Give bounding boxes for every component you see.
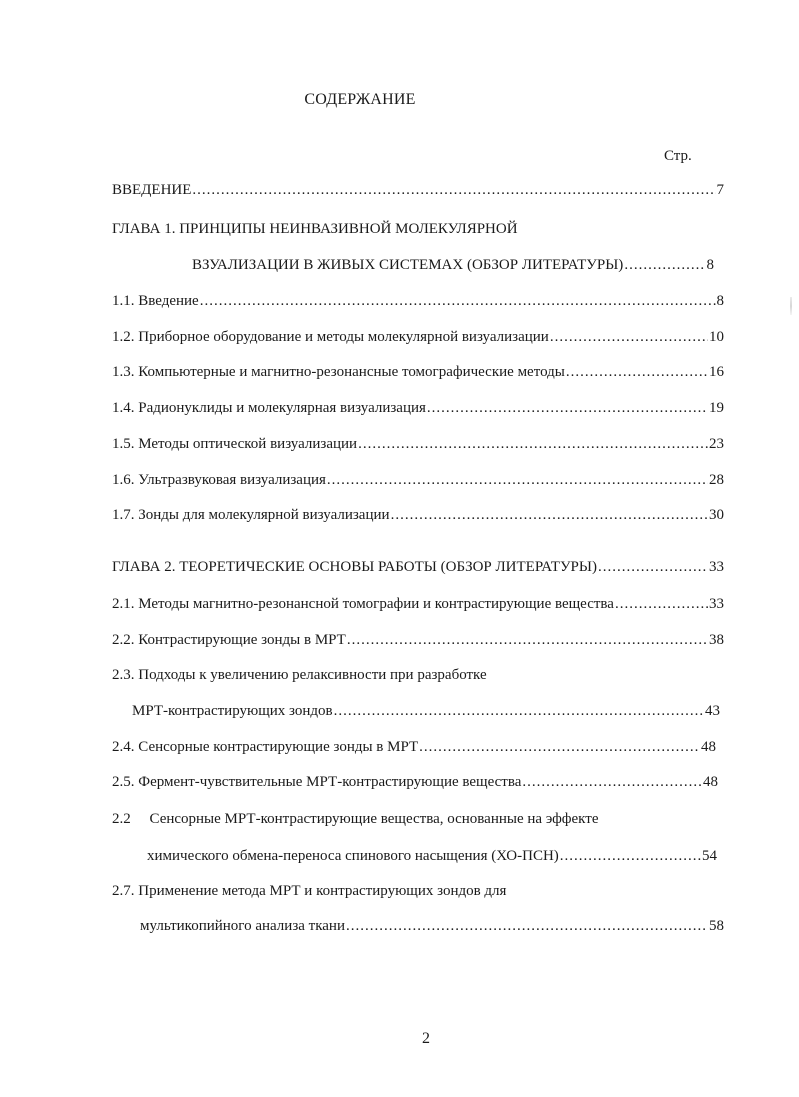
dot-leader — [334, 701, 704, 721]
toc-entry-title: 2.4. Сенсорные контрастирующие зонды в МРТ — [112, 739, 419, 755]
toc-entry-title: 2.5. Фермент-чувствительные МРТ-контрастирующие вещества — [112, 774, 522, 790]
toc-entry-title: 2.2. Контрастирующие зонды в МРТ — [112, 632, 346, 648]
toc-entry-2-4 — [112, 737, 716, 757]
dot-leader — [598, 557, 708, 577]
toc-entry-2-3-line-2 — [132, 701, 720, 721]
dot-leader — [200, 291, 716, 311]
toc-entry-title: мультикопийного анализа ткани — [140, 918, 345, 934]
toc-entry-page: 30 — [709, 507, 724, 523]
dot-leader — [522, 772, 702, 792]
toc-entry-title: 1.2. Приборное оборудование и методы молекулярной визуализации — [112, 329, 549, 345]
dot-leader — [346, 916, 708, 936]
page-number: 2 — [422, 1030, 430, 1047]
toc-entry-title: 1.5. Методы оптической визуализации — [112, 436, 358, 452]
toc-entry-1-3 — [112, 362, 724, 382]
toc-entry-title: 2.1. Методы магнитно-резонансной томографии и контрастирующие вещества — [112, 596, 614, 612]
toc-entry-page: 28 — [709, 472, 724, 488]
dot-leader — [427, 398, 708, 418]
dot-leader — [347, 630, 708, 650]
toc-entry-title: ВЗУАЛИЗАЦИИ В ЖИВЫХ СИСТЕМАХ (ОБЗОР ЛИТЕРАТУРЫ) — [192, 257, 624, 273]
toc-entry-page: 16 — [709, 364, 724, 380]
toc-chapter-2 — [112, 557, 724, 577]
dot-leader — [550, 327, 708, 347]
toc-entry-page: 38 — [709, 632, 724, 648]
dot-leader — [419, 737, 700, 757]
toc-entry-2-2 — [112, 630, 724, 650]
toc-entry-introduction — [112, 180, 724, 200]
scan-artifact — [790, 297, 792, 315]
toc-entry-1-7 — [112, 505, 724, 525]
toc-entry-title: ВВЕДЕНИЕ — [112, 182, 192, 198]
toc-entry-2-7-line-1: 2.7. Применение метода МРТ и контрастирующих зондов для — [112, 883, 507, 899]
dot-leader — [391, 505, 708, 525]
toc-entry-title: 1.1. Введение — [112, 293, 199, 309]
dot-leader — [358, 434, 708, 454]
toc-entry-title: ГЛАВА 2. ТЕОРЕТИЧЕСКИЕ ОСНОВЫ РАБОТЫ (ОБЗОР ЛИТЕРАТУРЫ) — [112, 559, 597, 575]
toc-entry-page: 23 — [709, 436, 724, 452]
toc-entry-1-5 — [112, 434, 724, 454]
dot-leader — [566, 362, 708, 382]
toc-entry-1-2 — [112, 327, 724, 347]
toc-entry-2-3-line-1: 2.3. Подходы к увеличению релаксивности при разработке — [112, 667, 487, 683]
toc-entry-title: МРТ-контрастирующих зондов — [132, 703, 333, 719]
toc-entry-page: 54 — [702, 848, 717, 864]
dot-leader — [192, 180, 715, 200]
toc-entry-title: химического обмена-переноса спинового насыщения (ХО-ПСН) — [147, 848, 559, 864]
toc-entry-page: 10 — [709, 329, 724, 345]
toc-entry-title: 1.7. Зонды для молекулярной визуализации — [112, 507, 390, 523]
page-column-label: Стр. — [664, 148, 692, 164]
toc-entry-title: 1.3. Компьютерные и магнитно-резонансные томографические методы — [112, 364, 565, 380]
page-title: СОДЕРЖАНИЕ — [304, 91, 416, 108]
toc-entry-page: 8 — [716, 293, 724, 309]
toc-chapter-1-title-line-2 — [192, 255, 714, 275]
toc-entry-page: 48 — [703, 774, 718, 790]
toc-entry-title: 1.4. Радионуклиды и молекулярная визуализация — [112, 400, 426, 416]
dot-leader — [615, 594, 708, 614]
dot-leader — [560, 846, 701, 866]
toc-entry-page: 19 — [709, 400, 724, 416]
toc-entry-2-7-line-2 — [140, 916, 724, 936]
dot-leader — [624, 255, 705, 275]
toc-entry-1-1 — [112, 291, 724, 311]
toc-entry-1-6 — [112, 470, 724, 490]
dot-leader — [327, 470, 708, 490]
toc-chapter-1-title-line-1: ГЛАВА 1. ПРИНЦИПЫ НЕИНВАЗИВНОЙ МОЛЕКУЛЯРНОЙ — [112, 221, 518, 237]
toc-entry-page: 7 — [716, 182, 724, 198]
toc-entry-2-5 — [112, 772, 718, 792]
toc-entry-page: 43 — [705, 703, 720, 719]
toc-entry-1-4 — [112, 398, 724, 418]
toc-entry-title: 1.6. Ультразвуковая визуализация — [112, 472, 326, 488]
toc-entry-2-6-line-1: 2.2 Сенсорные МРТ-контрастирующие вещества, основанные на эффекте — [112, 811, 599, 827]
toc-entry-page: 33 — [709, 559, 724, 575]
toc-entry-2-1 — [112, 594, 724, 614]
toc-entry-page: 33 — [709, 596, 724, 612]
toc-entry-2-6-line-2 — [147, 846, 717, 866]
toc-entry-page: 48 — [701, 739, 716, 755]
toc-entry-page: 8 — [706, 257, 714, 273]
toc-entry-page: 58 — [709, 918, 724, 934]
